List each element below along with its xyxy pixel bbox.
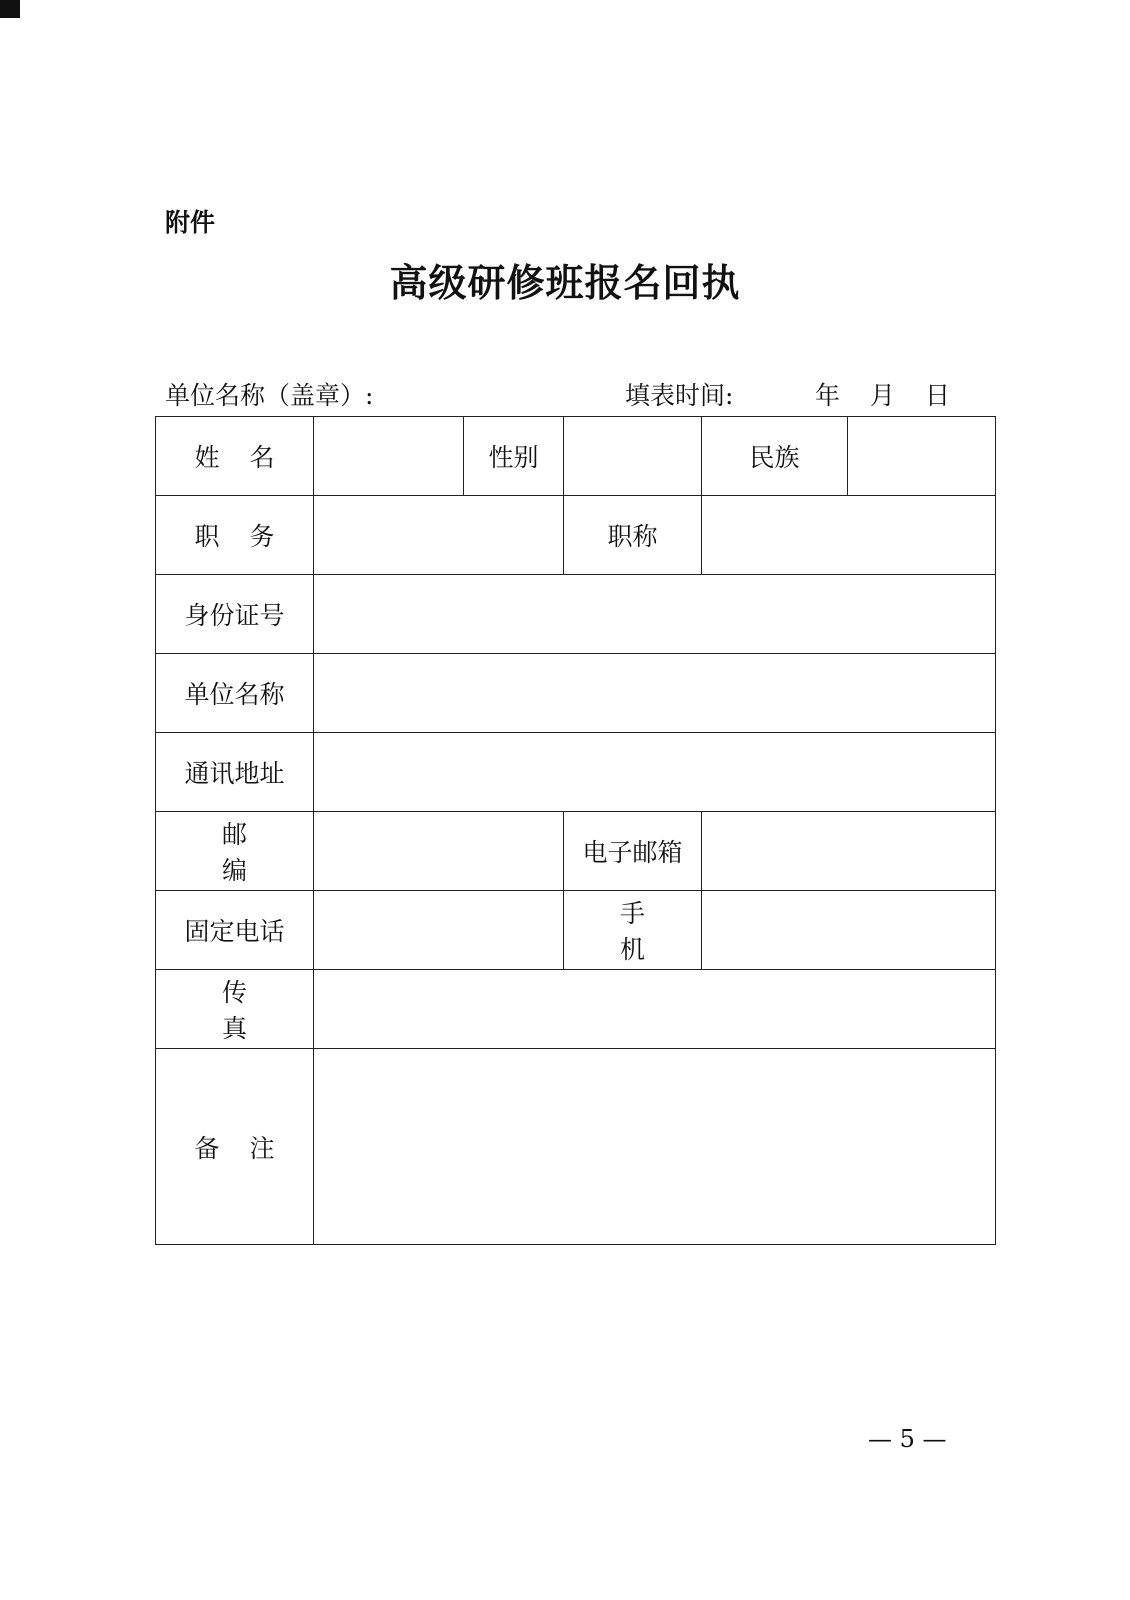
email-label: 电子邮箱 — [564, 812, 702, 891]
gender-field[interactable] — [564, 417, 702, 496]
table-row — [156, 575, 996, 654]
unit-name-field[interactable] — [314, 654, 996, 733]
fax-label: 传真 — [156, 970, 314, 1049]
year-label: 年 — [814, 381, 840, 410]
table-row — [156, 1049, 996, 1245]
ethnicity-label: 民族 — [702, 417, 848, 496]
table-row — [156, 417, 996, 496]
page-title: 高级研修班报名回执 — [389, 260, 741, 305]
unit-name-label: 单位名称 — [156, 654, 314, 733]
address-field[interactable] — [314, 733, 996, 812]
table-row — [156, 970, 996, 1049]
month-label: 月 — [869, 381, 895, 410]
remarks-field[interactable] — [314, 1049, 996, 1245]
unit-stamp-label: 单位名称（盖章）: — [165, 381, 374, 410]
landline-label: 固定电话 — [156, 891, 314, 970]
scan-corner-mark — [0, 0, 20, 18]
attachment-label: 附件 — [165, 208, 216, 237]
id-number-field[interactable] — [314, 575, 996, 654]
mobile-field[interactable] — [702, 891, 996, 970]
mobile-label: 手机 — [564, 891, 702, 970]
position-label: 职务 — [156, 496, 314, 575]
postcode-field[interactable] — [314, 812, 564, 891]
fill-date — [625, 376, 965, 412]
name-label: 姓名 — [156, 417, 314, 496]
registration-form-table — [155, 416, 996, 1245]
title-field[interactable] — [702, 496, 996, 575]
postcode-label: 邮编 — [156, 812, 314, 891]
position-field[interactable] — [314, 496, 564, 575]
table-row — [156, 654, 996, 733]
fill-date-label: 填表时间: — [625, 381, 734, 410]
remarks-label: 备注 — [156, 1049, 314, 1245]
title-label: 职称 — [564, 496, 702, 575]
table-row — [156, 496, 996, 575]
table-row — [156, 891, 996, 970]
name-field[interactable] — [314, 417, 464, 496]
email-field[interactable] — [702, 812, 996, 891]
id-number-label: 身份证号 — [156, 575, 314, 654]
page-number: — 5 — — [868, 1425, 947, 1453]
day-label: 日 — [924, 381, 950, 410]
ethnicity-field[interactable] — [848, 417, 996, 496]
table-row — [156, 812, 996, 891]
address-label: 通讯地址 — [156, 733, 314, 812]
table-row — [156, 733, 996, 812]
landline-field[interactable] — [314, 891, 564, 970]
gender-label: 性别 — [464, 417, 564, 496]
fax-field[interactable] — [314, 970, 996, 1049]
